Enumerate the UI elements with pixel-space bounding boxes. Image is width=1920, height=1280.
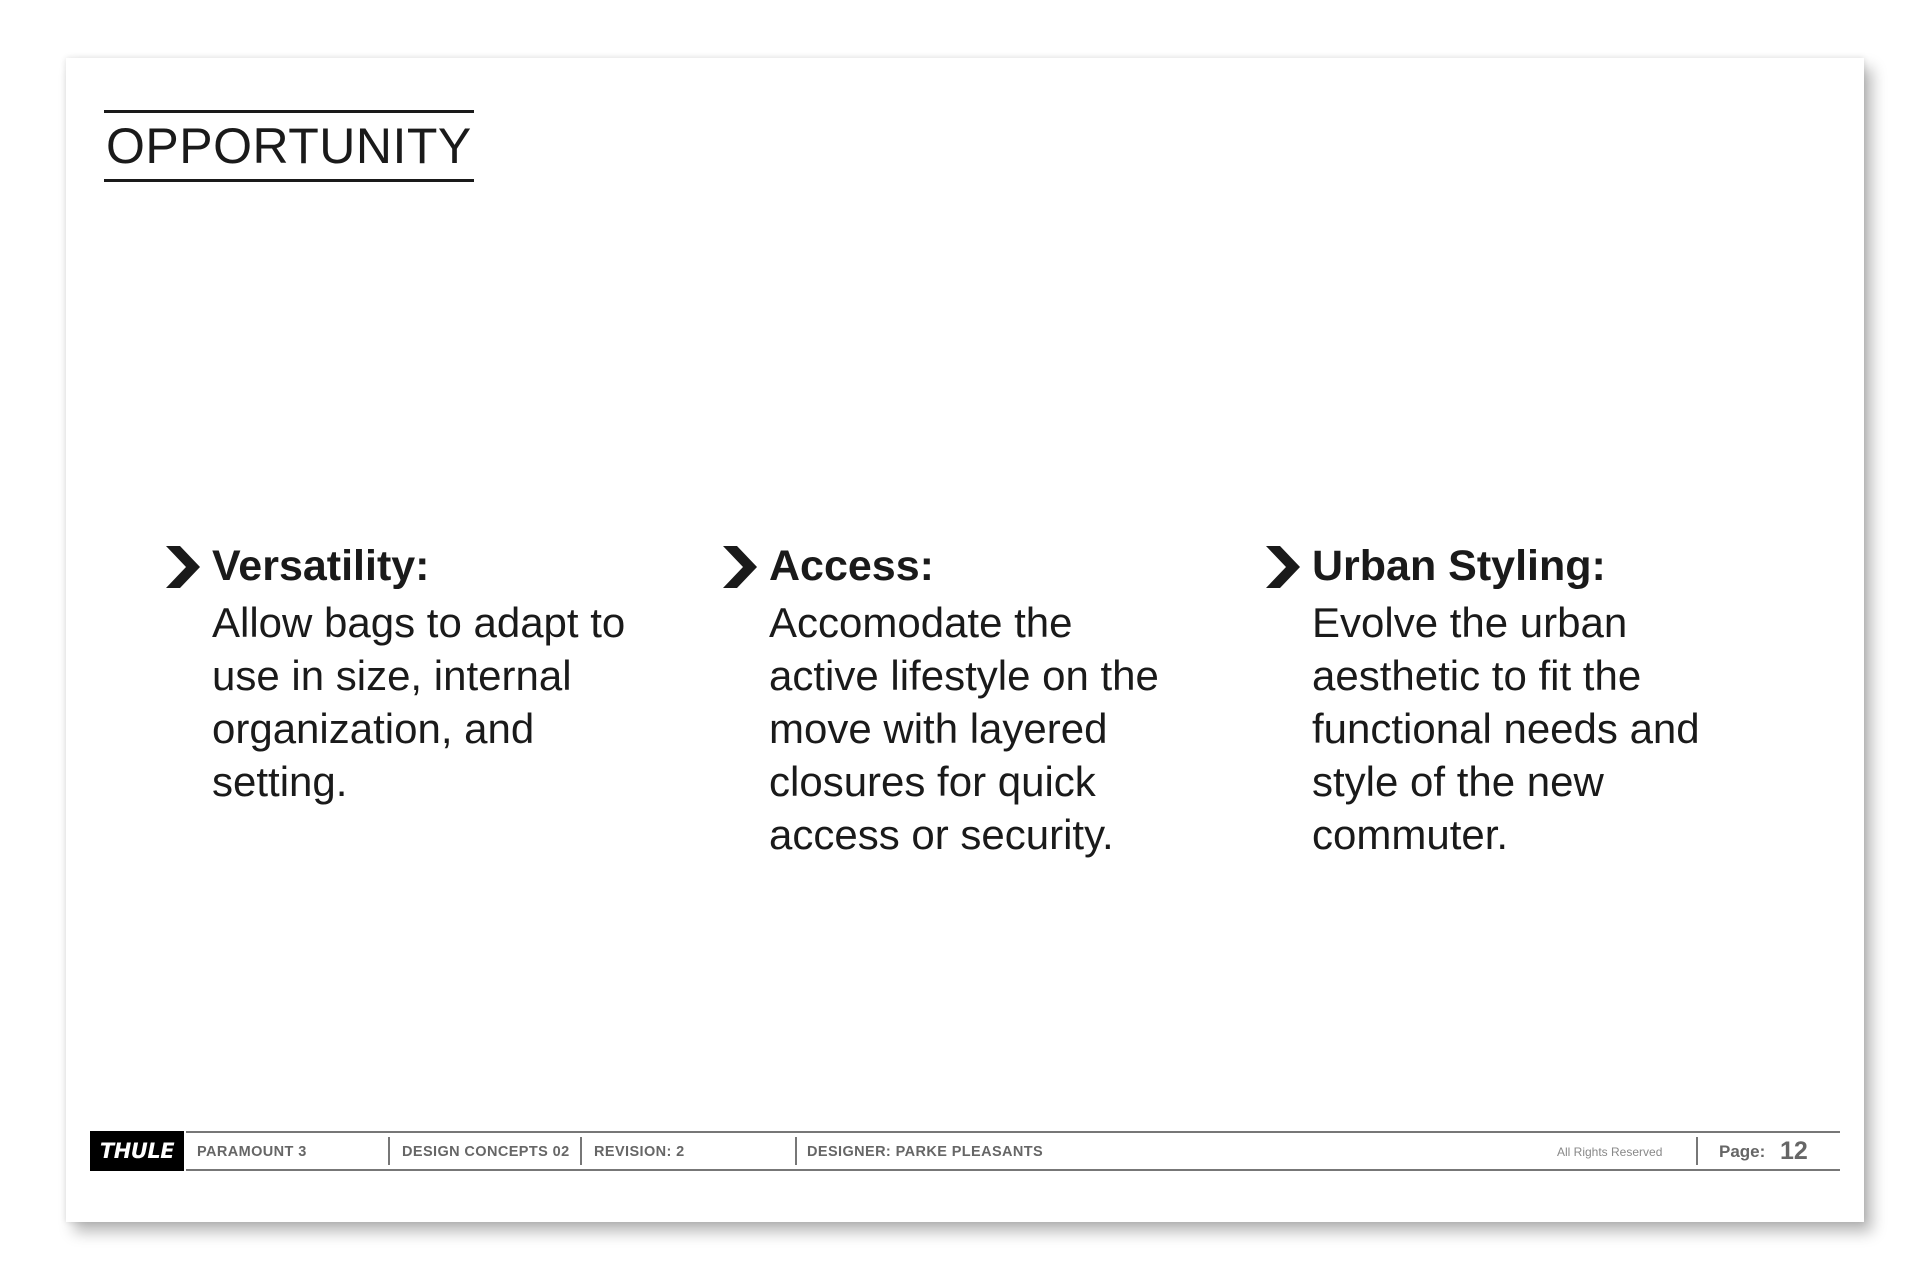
footer-project: PARAMOUNT 3 bbox=[197, 1144, 307, 1160]
page-footer bbox=[90, 1131, 1840, 1171]
body-line: move with layered bbox=[769, 705, 1108, 752]
body-line: aesthetic to fit the bbox=[1312, 652, 1642, 699]
page-title: OPPORTUNITY bbox=[104, 110, 474, 182]
chevron-right-icon bbox=[723, 546, 757, 588]
body-line: functional needs and bbox=[1312, 705, 1700, 752]
body-line: Accomodate the bbox=[769, 599, 1073, 646]
column-heading: Urban Styling: bbox=[1312, 542, 1606, 590]
footer-divider bbox=[388, 1137, 390, 1165]
body-line: access or security. bbox=[769, 811, 1114, 858]
body-line: Evolve the urban bbox=[1312, 599, 1628, 646]
footer-divider bbox=[580, 1137, 582, 1165]
body-line: style of the new bbox=[1312, 758, 1604, 805]
footer-section: DESIGN CONCEPTS 02 bbox=[402, 1144, 570, 1160]
column-text bbox=[212, 536, 625, 808]
column-text bbox=[1312, 536, 1700, 861]
thule-logo: THULE bbox=[90, 1131, 184, 1171]
chevron-right-icon bbox=[166, 546, 200, 588]
column-text bbox=[769, 536, 1159, 861]
body-line: active lifestyle on the bbox=[769, 652, 1159, 699]
footer-divider bbox=[1696, 1137, 1698, 1165]
footer-page-number: 12 bbox=[1780, 1137, 1808, 1165]
body-line: closures for quick bbox=[769, 758, 1096, 805]
body-line: setting. bbox=[212, 758, 348, 805]
body-line: Allow bags to adapt to bbox=[212, 599, 626, 646]
footer-revision: REVISION: 2 bbox=[594, 1144, 685, 1160]
body-line: organization, and bbox=[212, 705, 535, 752]
body-line: commuter. bbox=[1312, 811, 1509, 858]
chevron-right-icon bbox=[1266, 546, 1300, 588]
column-heading: Access: bbox=[769, 542, 934, 590]
footer-rights: All Rights Reserved bbox=[1557, 1145, 1663, 1159]
footer-page-label: Page: bbox=[1719, 1142, 1766, 1161]
document-page bbox=[66, 58, 1864, 1222]
footer-divider bbox=[795, 1137, 797, 1165]
column-heading: Versatility: bbox=[212, 542, 430, 590]
footer-designer: DESIGNER: PARKE PLEASANTS bbox=[807, 1144, 1044, 1160]
body-line: use in size, internal bbox=[212, 652, 572, 699]
